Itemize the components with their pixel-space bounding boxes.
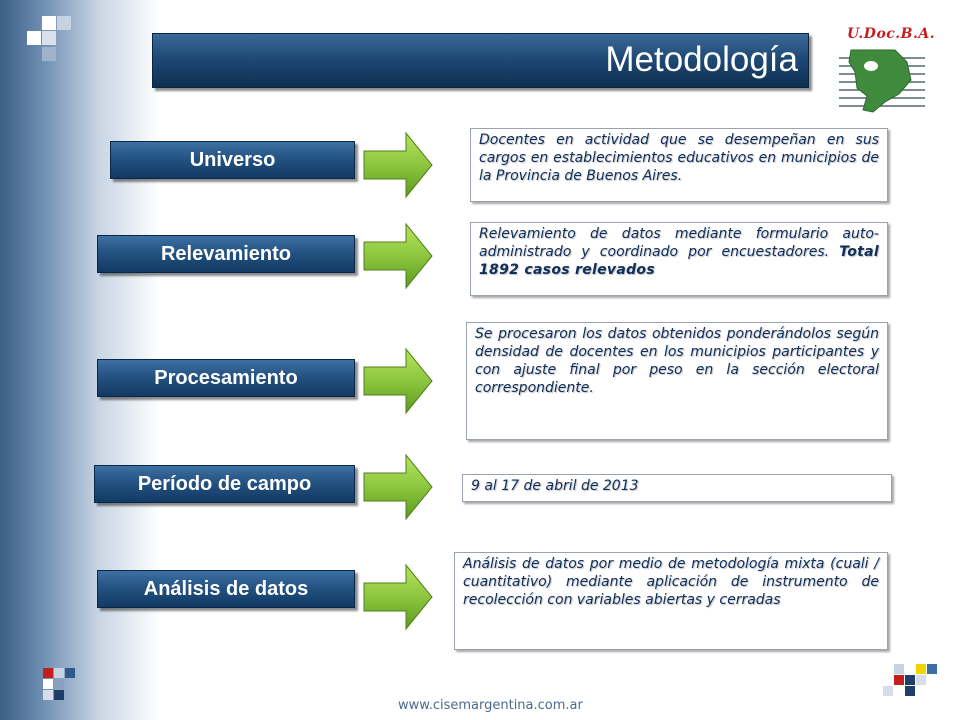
label-procesamiento: Procesamiento <box>97 359 355 397</box>
arrow-right-icon <box>362 453 434 521</box>
udoc-logo <box>833 22 936 114</box>
footer-url: www.cisemargentina.com.ar <box>398 698 583 713</box>
label-relevamiento: Relevamiento <box>97 235 355 273</box>
procesamiento-description: Se procesaron los datos obtenidos ponderándolos según densidad de docentes en los municipios participantes y con ajuste final por peso en la sección electoral correspondiente. <box>466 322 888 440</box>
page-title: Metodología <box>605 40 798 79</box>
logo-text: U.Doc.B.A. <box>847 26 936 42</box>
analisis-description: Análisis de datos por medio de metodología mixta (cuali / cuantitativo) mediante aplicación de instrumento de recolección con variables abiertas y cerradas <box>454 552 888 650</box>
title-bar <box>152 33 809 88</box>
relevamiento-total: Total 1892 casos relevados <box>479 244 880 278</box>
relevamiento-description <box>470 222 888 296</box>
arrow-right-icon <box>362 131 434 199</box>
arrow-right-icon <box>362 347 434 415</box>
universo-description: Docentes en actividad que se desempeñan en sus cargos en establecimientos educativos en municipios de la Provincia de Buenos Aires. <box>470 128 888 202</box>
arrow-right-icon <box>362 222 434 290</box>
arrow-right-icon <box>362 563 434 631</box>
periodo-description: 9 al 17 de abril de 2013 <box>462 474 892 502</box>
label-analisis-de-datos: Análisis de datos <box>97 570 355 608</box>
relevamiento-text: Relevamiento de datos mediante formulario auto-administrado y coordinado por encuestadores. <box>479 226 879 260</box>
label-universo: Universo <box>110 141 355 179</box>
label-periodo-de-campo: Período de campo <box>94 465 355 503</box>
